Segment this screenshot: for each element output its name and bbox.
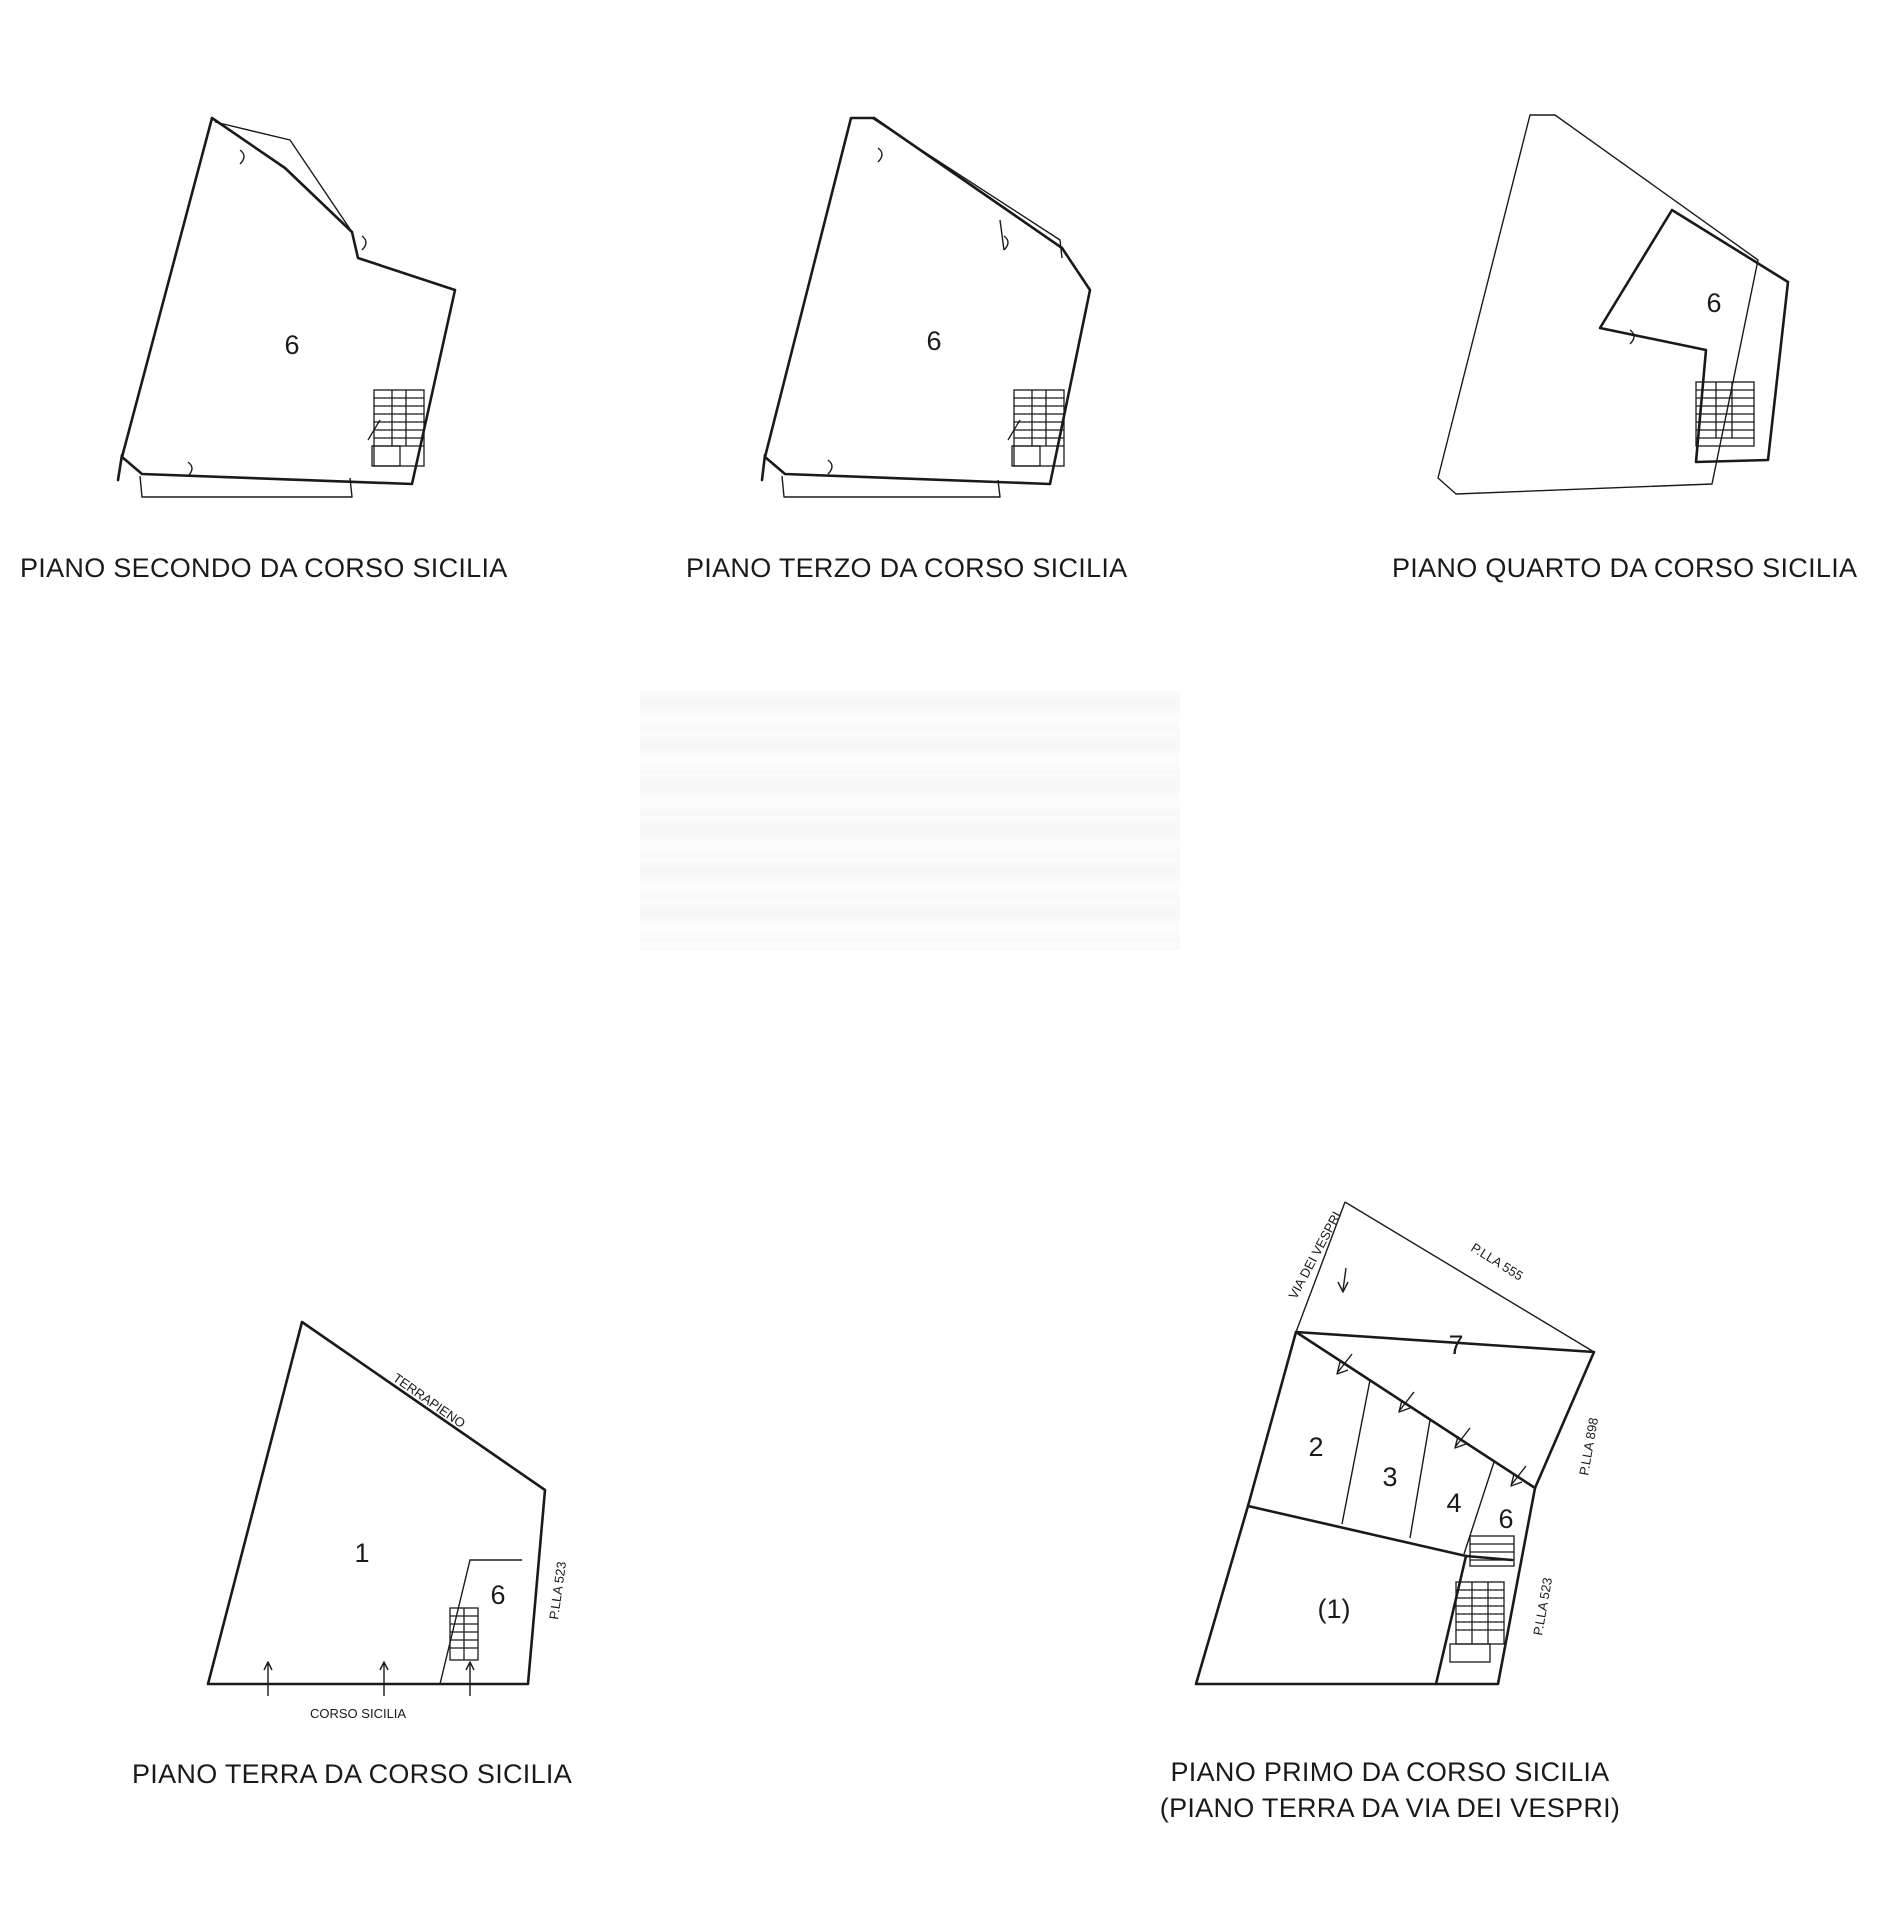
caption-piano-primo-line1: PIANO PRIMO DA CORSO SICILIA: [1170, 1757, 1610, 1787]
label-parcel-555: P.LLA 555: [1468, 1239, 1526, 1284]
caption-piano-quarto: PIANO QUARTO DA CORSO SICILIA: [1392, 553, 1858, 583]
plan-terra-outline: [208, 1322, 545, 1684]
room-number: 6: [926, 326, 942, 356]
room-number: 6: [1706, 288, 1722, 318]
room-number: 6: [1498, 1504, 1514, 1534]
label-corso-sicilia: CORSO SICILIA: [310, 1706, 407, 1721]
entrance-arrows: [264, 1662, 474, 1696]
room-number: (1): [1317, 1594, 1351, 1624]
label-via-dei-vespri: VIA DEI VESPRI: [1285, 1208, 1345, 1302]
label-parcel-523: P.LLA 523: [1530, 1576, 1556, 1637]
stair-quarto: [1696, 382, 1754, 446]
caption-piano-primo-line2: (PIANO TERRA DA VIA DEI VESPRI): [1159, 1793, 1621, 1823]
room-number: 1: [354, 1538, 370, 1568]
plan-piano-secondo: [118, 118, 455, 497]
stair-secondo: [368, 390, 424, 466]
plan-piano-quarto: [1438, 115, 1788, 494]
plan-piano-terzo: [762, 118, 1090, 497]
label-terrapieno: TERRAPIENO: [390, 1370, 469, 1431]
room-number: 7: [1448, 1330, 1464, 1360]
stair-terra: [450, 1608, 478, 1660]
plan-piano-primo: [1196, 1202, 1601, 1684]
room-number: 2: [1308, 1432, 1324, 1462]
label-parcel-898: P.LLA 898: [1576, 1416, 1602, 1477]
plan-terzo-outline: [765, 118, 1090, 484]
room-number: 3: [1382, 1462, 1398, 1492]
caption-piano-secondo: PIANO SECONDO DA CORSO SICILIA: [20, 553, 508, 583]
room-number: 6: [490, 1580, 506, 1610]
room-number: 4: [1446, 1488, 1462, 1518]
plan-quarto-room-6: [1600, 210, 1788, 462]
plan-secondo-outline: [122, 118, 455, 484]
label-parcel-523: P.LLA 523: [546, 1560, 570, 1621]
room-number: 6: [284, 330, 300, 360]
caption-piano-terra: PIANO TERRA DA CORSO SICILIA: [132, 1759, 573, 1789]
plan-piano-terra: [208, 1322, 569, 1721]
caption-piano-primo: [1140, 1754, 1640, 1826]
caption-piano-terzo: PIANO TERZO DA CORSO SICILIA: [686, 553, 1128, 583]
